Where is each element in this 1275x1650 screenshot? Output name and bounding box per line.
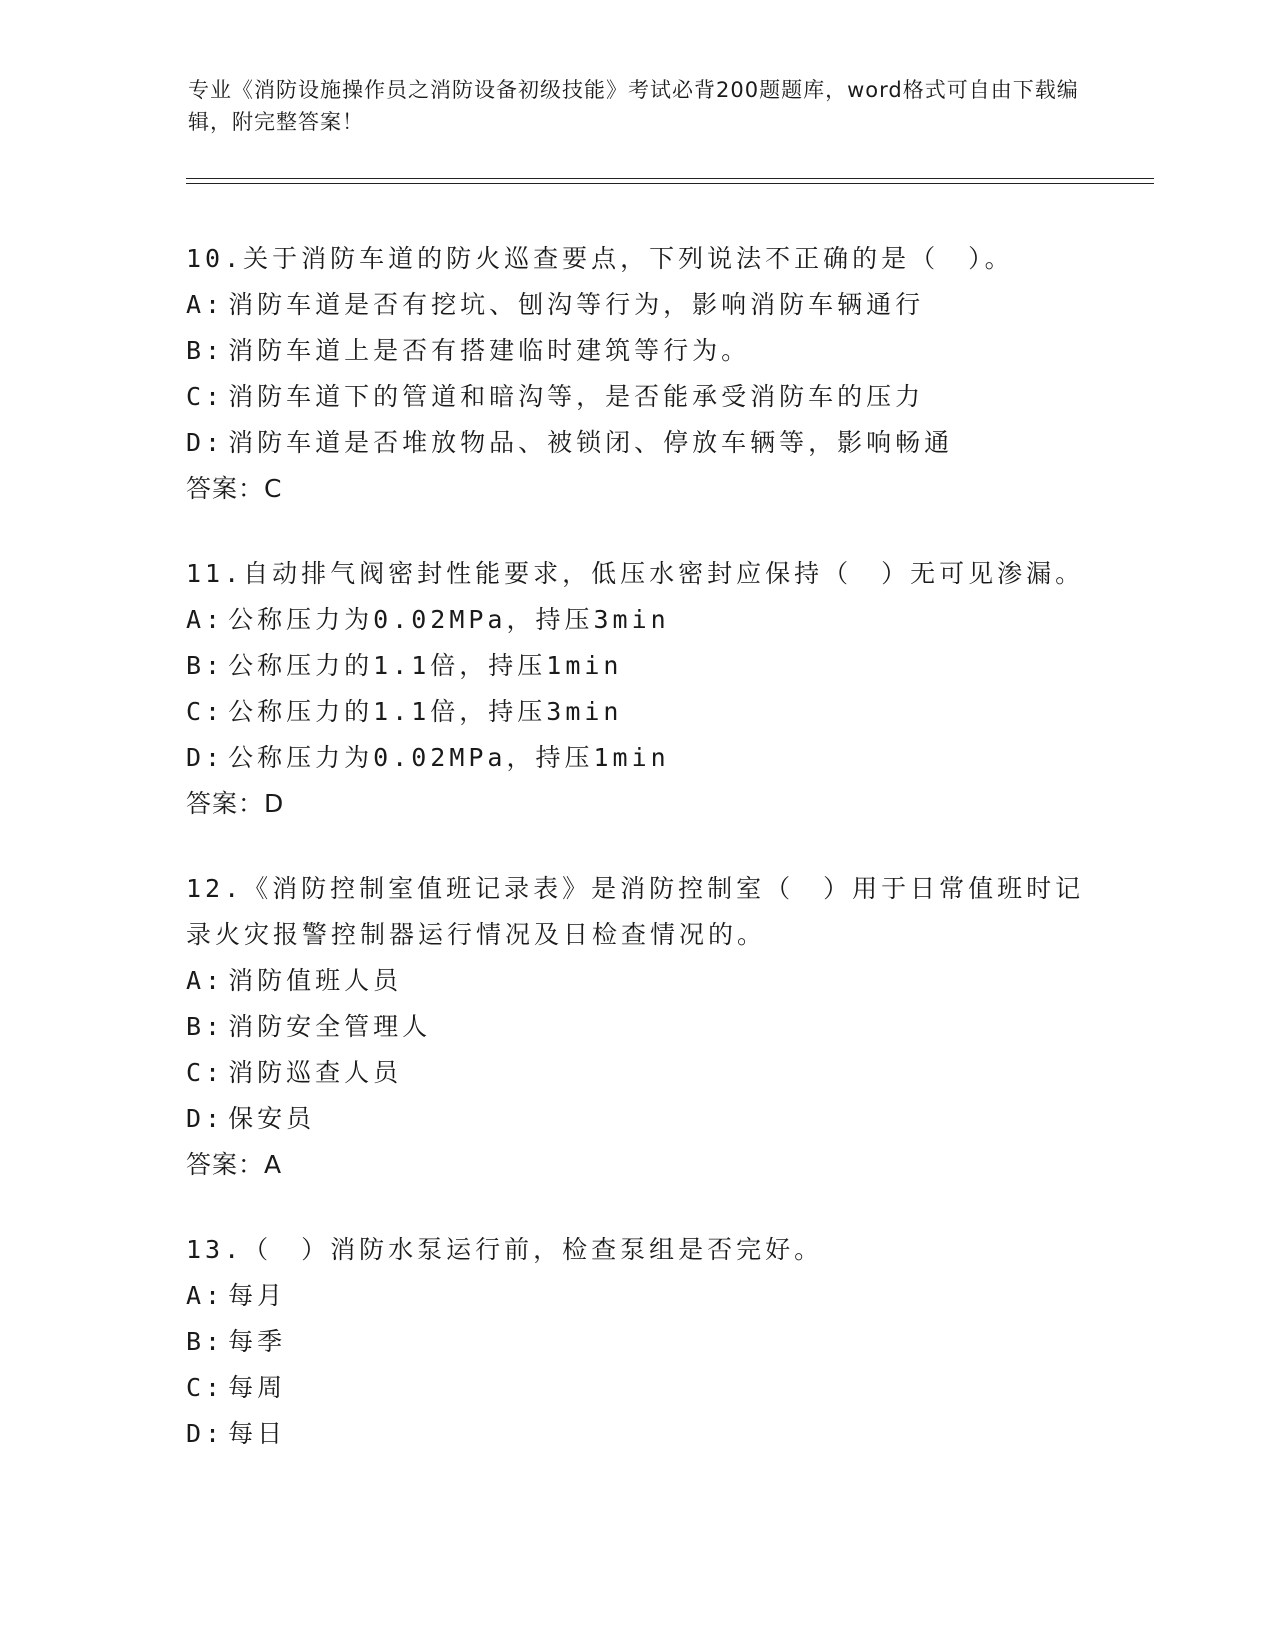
option-text: 公称压力的1.1倍，持压3min [228,697,623,726]
option-b [186,328,1086,374]
option-c [186,1365,1086,1411]
answer-line: 答案：C [186,474,283,503]
option-letter: B: [186,336,225,365]
option-text: 消防安全管理人 [228,1012,432,1041]
option-text: 消防车道上是否有搭建临时建筑等行为。 [228,336,751,365]
option-text: 每日 [228,1419,287,1448]
question-stem: 10.关于消防车道的防火巡查要点，下列说法不正确的是（ ）。 [186,244,1014,273]
option-d [186,1411,1086,1457]
option-text: 消防巡查人员 [228,1058,403,1087]
option-a [186,1273,1086,1319]
option-text: 保安员 [228,1104,316,1133]
option-letter: A: [186,1281,225,1310]
question-stem: 11.自动排气阀密封性能要求，低压水密封应保持（ ）无可见渗漏。 [186,559,1085,588]
option-text: 每季 [228,1327,287,1356]
option-b [186,1004,1086,1050]
option-d [186,735,1086,781]
question-10 [186,236,1086,512]
question-stem: 12.《消防控制室值班记录表》是消防控制室（ ）用于日常值班时记录火灾报警控制器运行情况及日检查情况的。 [186,874,1085,949]
option-text: 每周 [228,1373,287,1402]
option-letter: C: [186,697,225,726]
option-text: 每月 [228,1281,287,1310]
answer-line: 答案：D [186,789,285,818]
option-letter: D: [186,428,225,457]
header-divider-top [186,178,1154,179]
option-b [186,1319,1086,1365]
document-header: 专业《消防设施操作员之消防设备初级技能》考试必背200题题库，word格式可自由下载编辑，附完整答案！ [188,78,1079,134]
option-a [186,597,1086,643]
option-text: 消防车道是否堆放物品、被锁闭、停放车辆等，影响畅通 [228,428,954,457]
option-a [186,282,1086,328]
option-text: 消防车道下的管道和暗沟等，是否能承受消防车的压力 [228,382,925,411]
option-a [186,958,1086,1004]
question-12 [186,866,1086,1188]
option-letter: A: [186,605,225,634]
option-b [186,643,1086,689]
option-d [186,420,1086,466]
option-text: 消防值班人员 [228,966,403,995]
option-c [186,374,1086,420]
header-divider-bottom [186,183,1154,184]
option-letter: C: [186,1373,225,1402]
option-c [186,1050,1086,1096]
option-d [186,1096,1086,1142]
option-text: 公称压力的1.1倍，持压1min [228,651,623,680]
question-13 [186,1227,1086,1457]
option-text: 消防车道是否有挖坑、刨沟等行为，影响消防车辆通行 [228,290,925,319]
option-letter: B: [186,651,225,680]
option-letter: A: [186,966,225,995]
question-11 [186,551,1086,827]
option-c [186,689,1086,735]
option-letter: B: [186,1012,225,1041]
option-text: 公称压力为0.02MPa，持压1min [228,743,670,772]
option-letter: C: [186,382,225,411]
option-letter: D: [186,743,225,772]
option-letter: D: [186,1104,225,1133]
answer-line: 答案：A [186,1150,283,1179]
option-letter: B: [186,1327,225,1356]
question-stem: 13.（ ）消防水泵运行前，检查泵组是否完好。 [186,1235,824,1264]
option-letter: D: [186,1419,225,1448]
option-letter: C: [186,1058,225,1087]
question-list [186,236,1086,1496]
option-letter: A: [186,290,225,319]
option-text: 公称压力为0.02MPa，持压3min [228,605,670,634]
